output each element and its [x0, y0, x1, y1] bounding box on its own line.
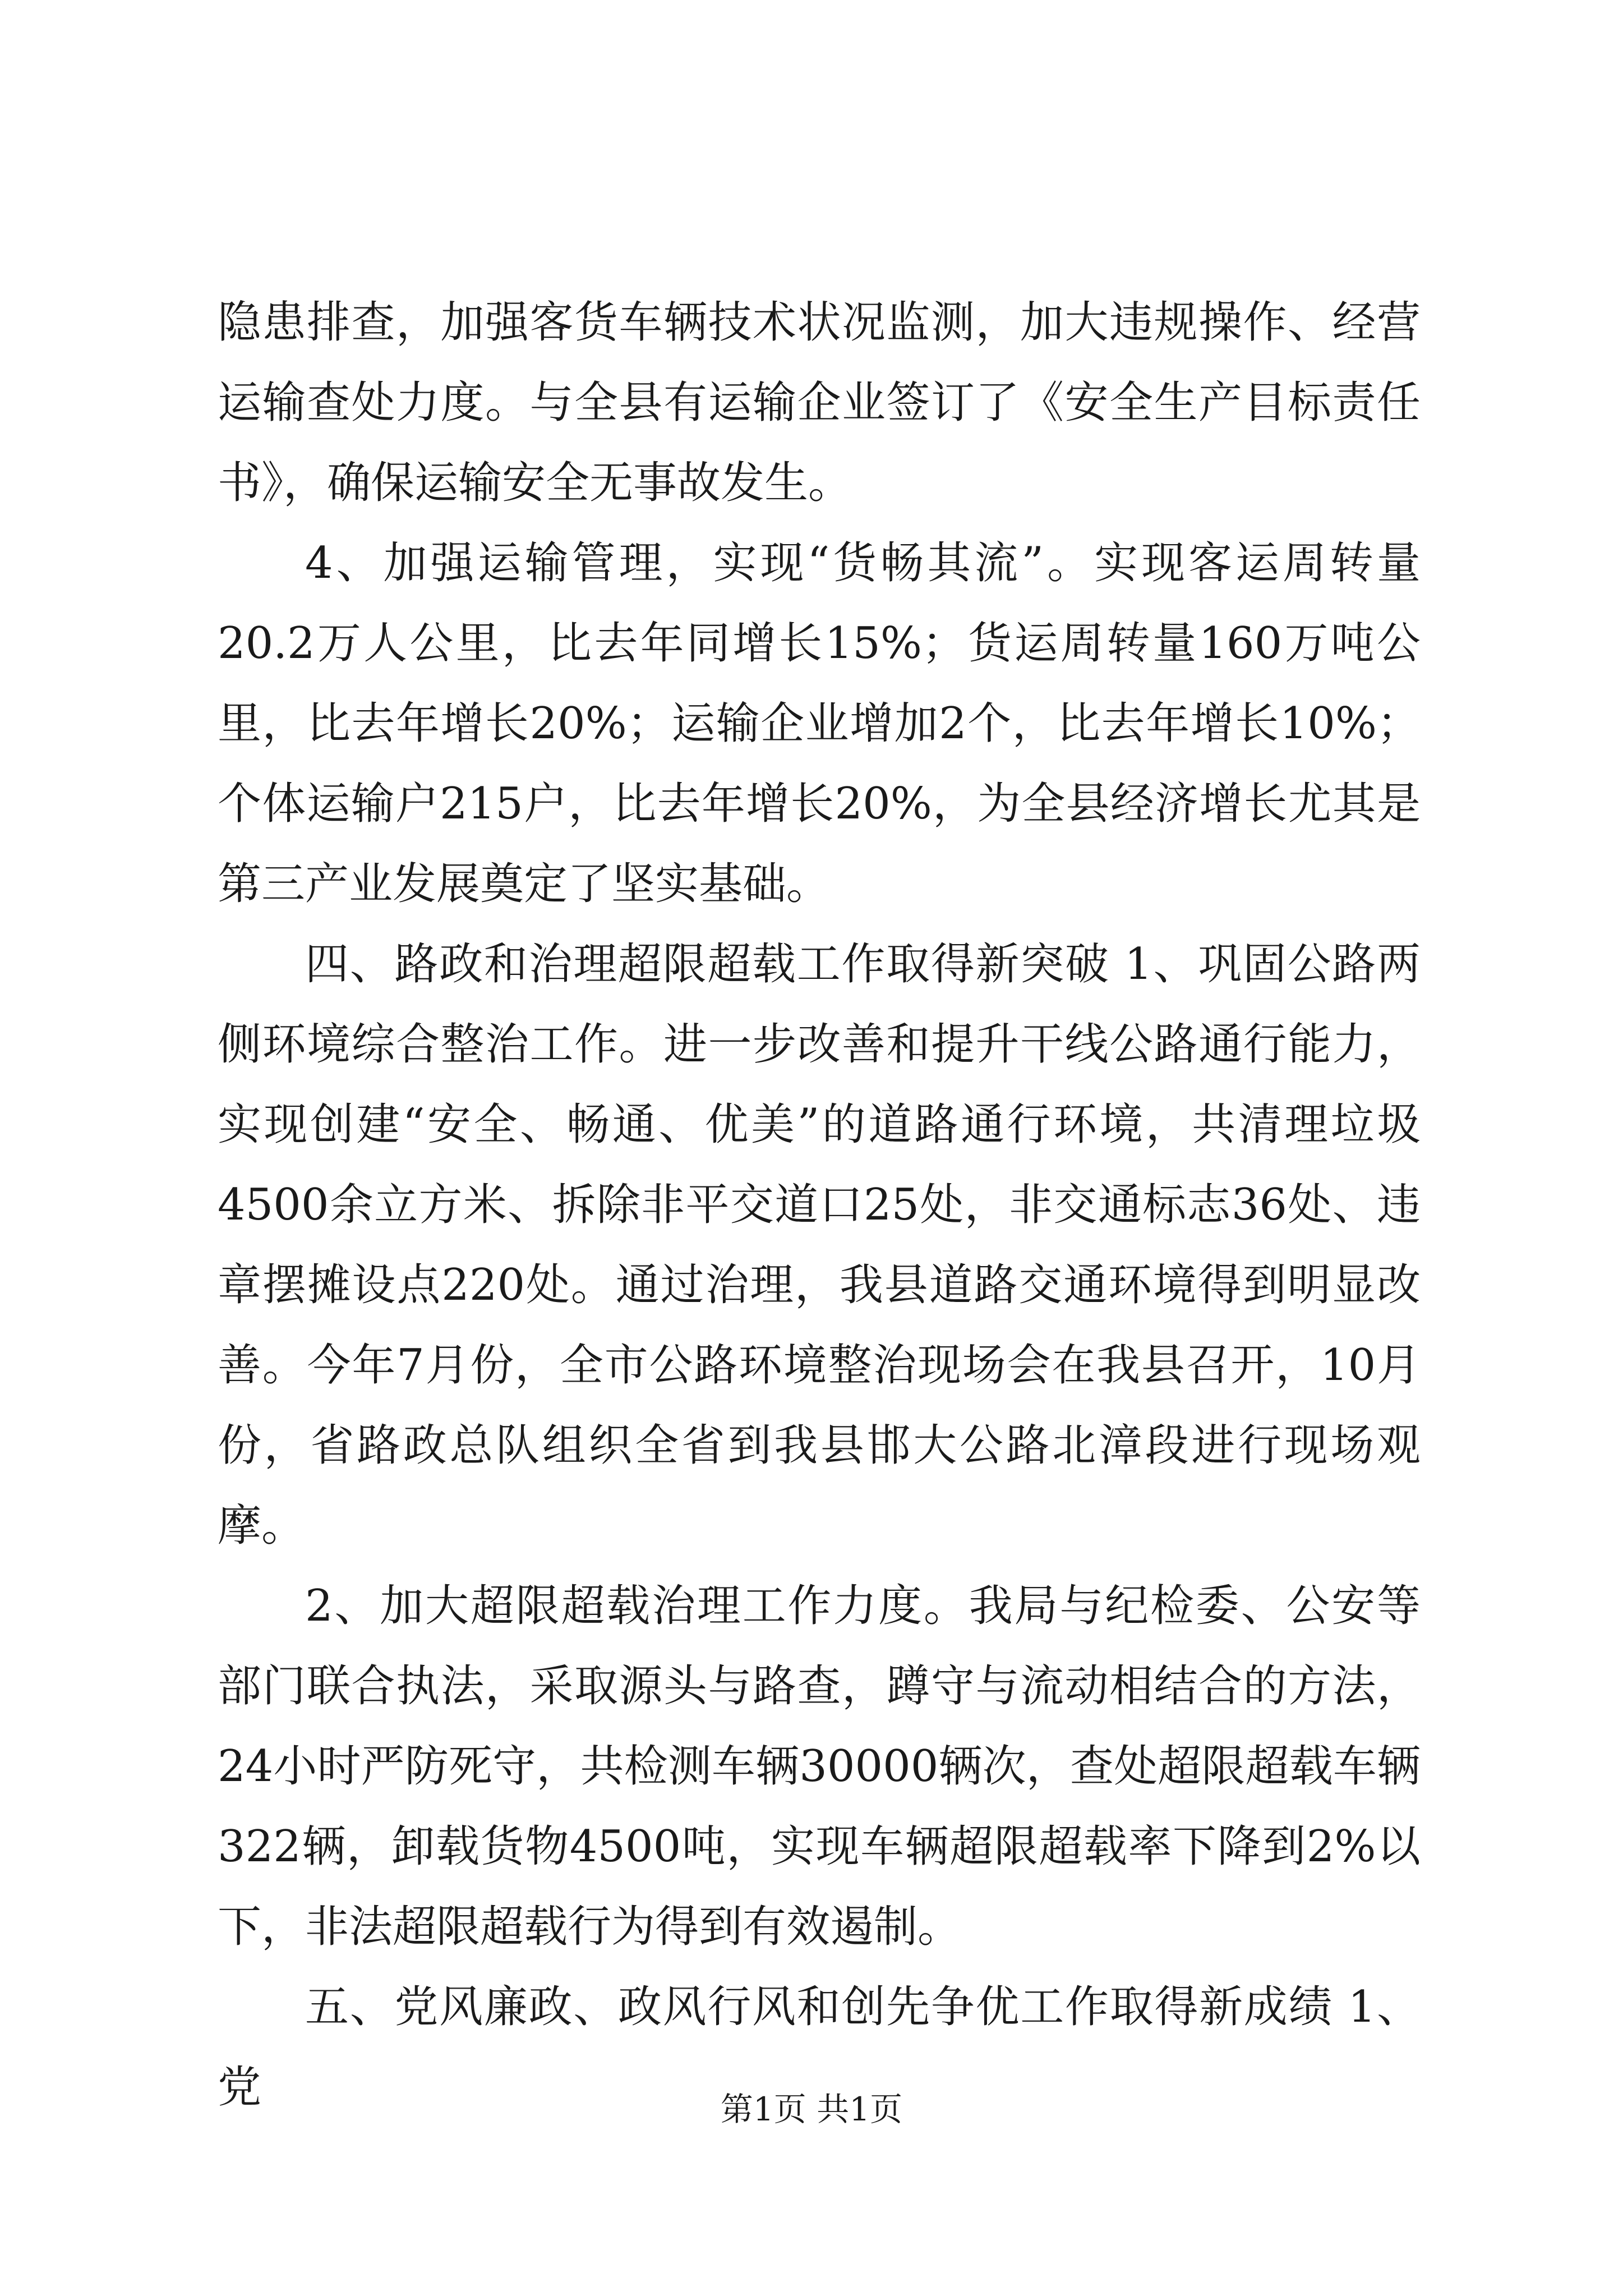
document-body — [218, 283, 1421, 2128]
paragraph-4: 2、加大超限超载治理工作力度。我局与纪检委、公安等部门联合执法，采取源头与路查，蹲守与流动相结合的方法，24小时严防死守，共检测车辆30000辆次，查处超限超载车辆322辆，卸载货物4500吨，实现车辆超限超载率下降到2%以下，非法超限超载行为得到有效遏制。 — [218, 1581, 1421, 1952]
page-footer: 第1页 共1页 — [720, 2090, 903, 2128]
paragraph-1: 隐患排查，加强客货车辆技术状况监测，加大违规操作、经营运输查处力度。与全县有运输企业签订了《安全生产目标责任书》，确保运输安全无事故发生。 — [218, 297, 1421, 508]
paragraph-5: 五、党风廉政、政风行风和创先争优工作取得新成绩 1、党 — [218, 1982, 1421, 2113]
paragraph-3: 四、路政和治理超限超载工作取得新突破 1、巩固公路两侧环境综合整治工作。进一步改善和提升干线公路通行能力，实现创建“安全、畅通、优美”的道路通行环境，共清理垃圾4500余立方米、拆除非平交道口25处，非交通标志36处、违章摆摊设点220处。通过治理，我县道路交通环境得到明显改善。今年7月份，全市公路环境整治现场会在我县召开，10月份，省路政总队组织全省到我县邯大公路北漳段进行现场观摩。 — [218, 939, 1421, 1551]
paragraph-2: 4、加强运输管理，实现“货畅其流”。实现客运周转量20.2万人公里，比去年同增长15%；货运周转量160万吨公里，比去年增长20%；运输企业增加2个，比去年增长10%；个体运输户215户，比去年增长20%，为全县经济增长尤其是第三产业发展奠定了坚实基础。 — [218, 538, 1421, 909]
